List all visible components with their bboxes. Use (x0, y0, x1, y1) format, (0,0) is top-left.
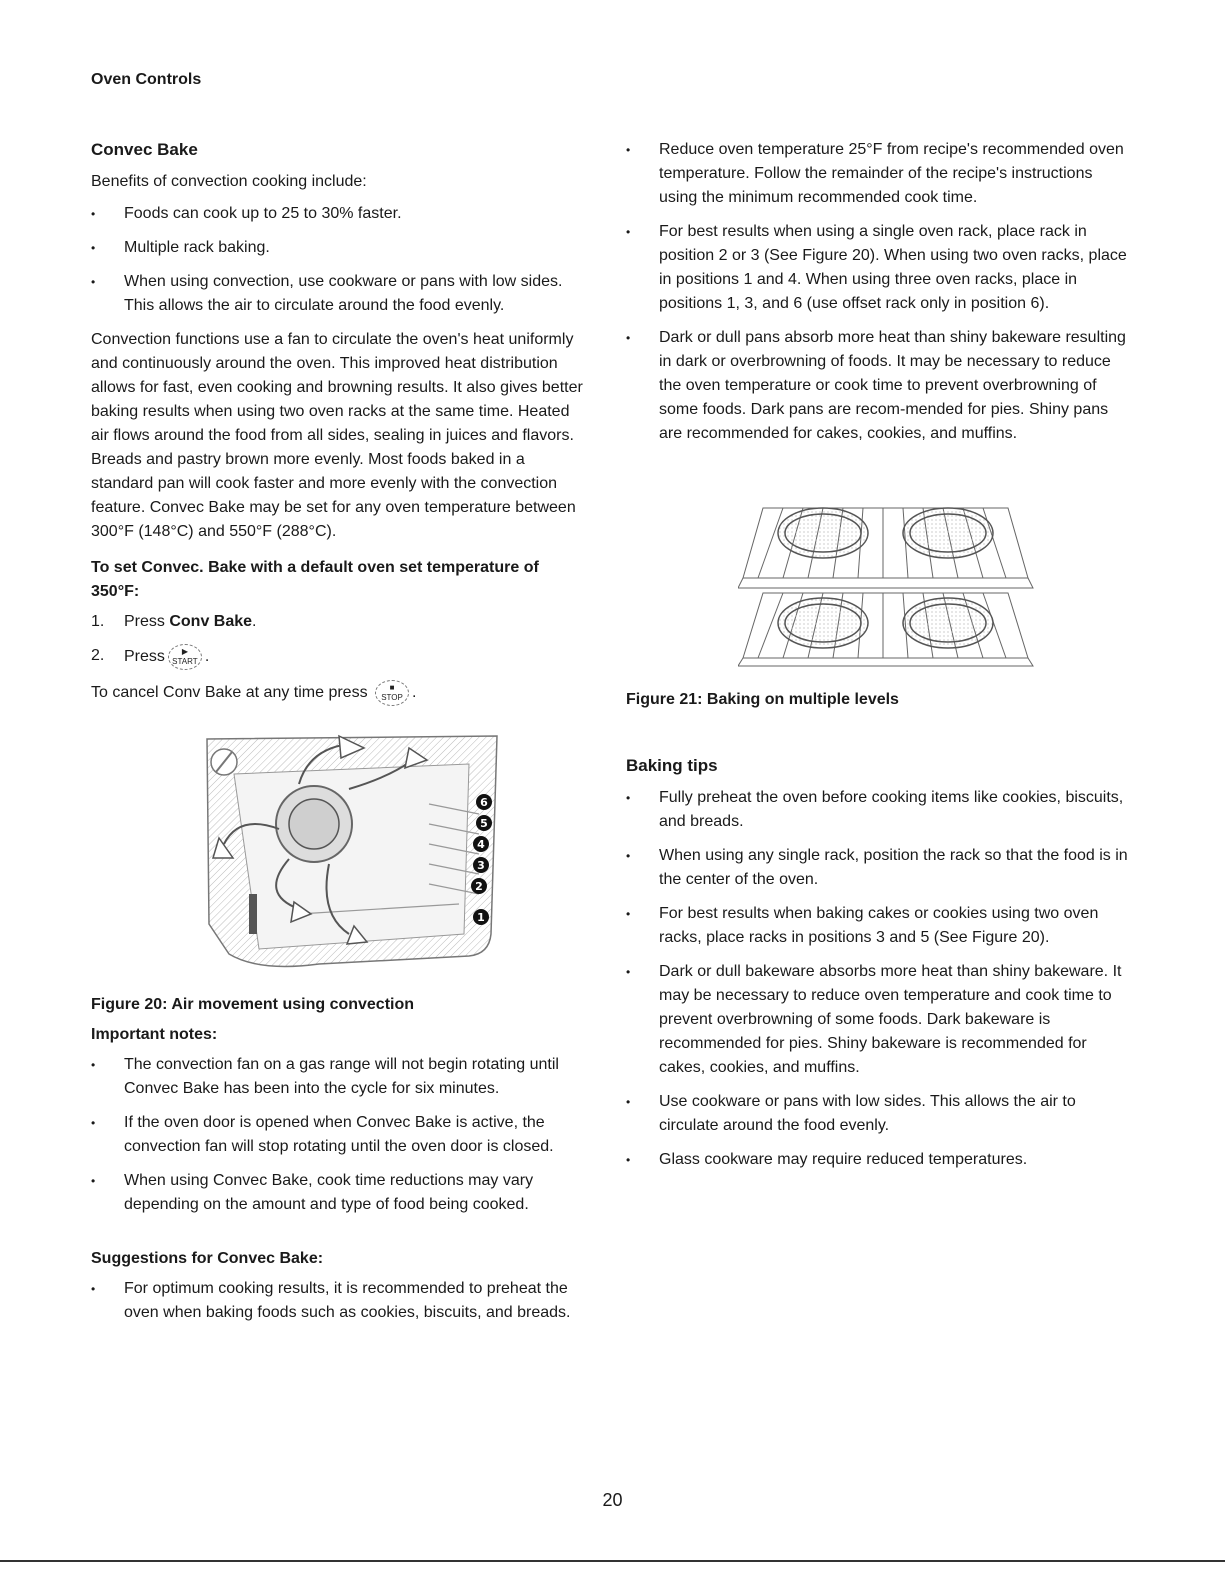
rack-label: 3 (477, 859, 485, 872)
benefits-list (91, 202, 591, 318)
stop-key-label: STOP (381, 693, 403, 702)
multiple-racks-illustration (738, 498, 1038, 668)
step-text: Press (124, 648, 165, 666)
set-convec-bake-heading: To set Convec. Bake with a default oven set temperature of 350°F: (91, 559, 539, 600)
left-column (91, 138, 591, 1335)
step-text: Press (124, 613, 170, 630)
rack-label: 1 (477, 911, 485, 924)
step-number: 1. (91, 613, 105, 630)
suggestions-heading: Suggestions for Convec Bake: (91, 1250, 324, 1267)
suggestions-list (91, 1277, 591, 1325)
start-key-label: START (172, 657, 198, 666)
cancel-text: To cancel Conv Bake at any time press (91, 684, 368, 702)
list-item: • When using Convec Bake, cook time reductions may vary depending on the amount and type of food being cooked. (91, 1169, 591, 1217)
list-item: • Dark or dull pans absorb more heat than shiny bakeware resulting in dark or overbrowning of foods. It may be necessary to reduce the oven temperature or cook time to prevent overbrowning of some foods. Dark pans are recom-mended for pies. Shiny pans are recommended for cakes, cookies, and muffins. (626, 326, 1131, 446)
list-item: • Fully preheat the oven before cooking items like cookies, biscuits, and breads. (626, 786, 1131, 834)
step-end: . (252, 613, 257, 630)
rack-label: 4 (477, 838, 485, 851)
figure-21 (738, 498, 1038, 668)
right-column (626, 138, 1131, 1182)
convection-oven-illustration (199, 734, 499, 979)
rack-label: 2 (475, 880, 483, 893)
list-item: • For best results when using a single oven rack, place rack in position 2 or 3 (See Figure 20). When using two oven racks, place in positions 1 and 4. When using three oven racks, place in positions 1, 3, and 6 (use offset rack only in position 6). (626, 220, 1131, 316)
bottom-rule (0, 1560, 1225, 1562)
list-item: • For best results when baking cakes or cookies using two oven racks, place racks in positions 3 and 5 (See Figure 20). (626, 902, 1131, 950)
list-item: • If the oven door is opened when Convec Bake is active, the convection fan will stop rotating until the oven door is closed. (91, 1111, 591, 1159)
list-item: • When using convection, use cookware or pans with low sides. This allows the air to circulate around the food evenly. (91, 270, 591, 318)
baking-tips-heading: Baking tips (626, 756, 718, 775)
convec-bake-heading: Convec Bake (91, 140, 198, 159)
suggestions-list-continued (626, 138, 1131, 446)
figure-21-caption: Figure 21: Baking on multiple levels (626, 691, 899, 708)
list-item: • Reduce oven temperature 25°F from recipe's recommended oven temperature. Follow the remainder of the recipe's instructions using the minimum recommended cook time. (626, 138, 1131, 210)
step-2 (91, 644, 591, 670)
list-item: • Multiple rack baking. (91, 236, 591, 260)
benefits-intro: Benefits of convection cooking include: (91, 173, 367, 190)
cancel-instruction (91, 680, 591, 706)
figure-20-caption: Figure 20: Air movement using convection (91, 996, 415, 1013)
baking-tips-list (626, 786, 1131, 1172)
list-item: • When using any single rack, position the rack so that the food is in the center of the oven. (626, 844, 1131, 892)
important-notes-list (91, 1053, 591, 1217)
convection-paragraph: Convection functions use a fan to circulate the oven's heat uniformly and continuously around the oven. This improved heat distribution allows for fast, even cooking and browning results. It also gives better baking results when using two oven racks at the same time. Heated air flows around the food from all sides, sealing in juices and flavors. Breads and pastry brown more evenly. Most foods baked in a standard pan will cook faster and more evenly with the convection feature. Convec Bake may be set for any oven temperature between 300°F (148°C) and 550°F (288°C). (91, 331, 583, 540)
step-end: . (204, 648, 210, 666)
rack-label: 5 (480, 817, 488, 830)
important-notes-heading: Important notes: (91, 1026, 218, 1043)
stop-key-icon: ■ STOP (375, 680, 409, 706)
cancel-end: . (412, 684, 417, 702)
list-item: • For optimum cooking results, it is recommended to preheat the oven when baking foods such as cookies, biscuits, and breads. (91, 1277, 591, 1325)
list-item: • The convection fan on a gas range will not begin rotating until Convec Bake has been into the cycle for six minutes. (91, 1053, 591, 1101)
page-number: 20 (602, 1490, 623, 1510)
list-item: • Glass cookware may require reduced temperatures. (626, 1148, 1131, 1172)
steps-list (91, 610, 591, 670)
list-item: • Use cookware or pans with low sides. This allows the air to circulate around the food evenly. (626, 1090, 1131, 1138)
conv-bake-key-label: Conv Bake (169, 613, 253, 630)
step-number: 2. (91, 647, 105, 664)
figure-20 (199, 734, 499, 979)
list-item: • Foods can cook up to 25 to 30% faster. (91, 202, 591, 226)
step-1 (91, 610, 591, 634)
start-key-icon: ▶ START (168, 644, 202, 670)
rack-label: 6 (480, 796, 488, 809)
list-item: • Dark or dull bakeware absorbs more heat than shiny bakeware. It may be necessary to reduce oven temperature and cook time to prevent overbrowning of some foods. Dark bakeware is recommended for pies. Shiny bakeware is recommended for cakes, cookies, and muffins. (626, 960, 1131, 1080)
section-title: Oven Controls (91, 71, 202, 88)
